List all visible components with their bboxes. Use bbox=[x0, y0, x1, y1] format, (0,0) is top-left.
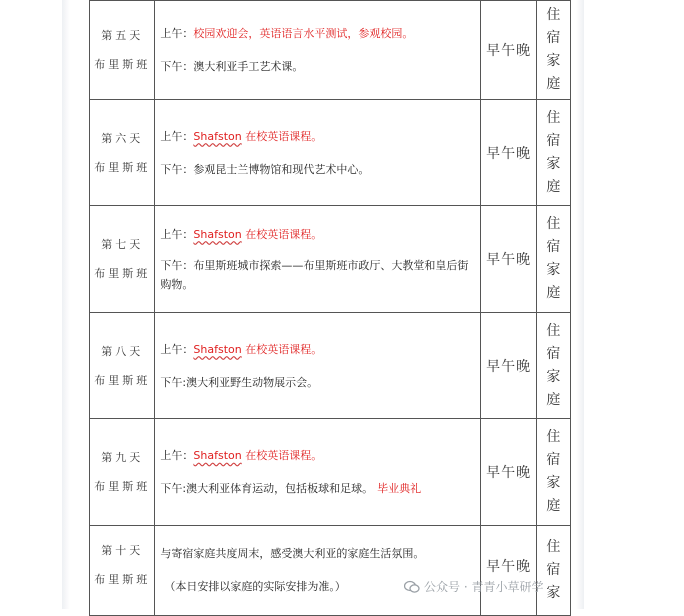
meals-cell: 早午晚 bbox=[481, 313, 536, 419]
watermark-text: 公众号 · 青青小草研学 bbox=[424, 580, 544, 594]
day-cell bbox=[90, 1, 155, 100]
weekend-note: （本日安排以家庭的实际安排为准。） bbox=[164, 580, 346, 593]
accommodation-cell: 住 宿 家 庭 bbox=[536, 313, 570, 419]
morning-line: 上午：Shafston 在校英语课程。 bbox=[160, 449, 323, 462]
table-row bbox=[90, 206, 571, 313]
wechat-icon bbox=[404, 580, 420, 594]
table-row bbox=[90, 100, 571, 206]
morning-line: 上午：校园欢迎会，英语语言水平测试，参观校园。 bbox=[160, 27, 414, 40]
afternoon-activity: 澳大利亚手工艺术课。 bbox=[193, 60, 304, 73]
afternoon-activity: 布里斯班城市探索——布里斯班市政厅、大教堂和皇后街购物。 bbox=[160, 258, 469, 291]
meals-cell: 早午晚 bbox=[481, 206, 536, 313]
table-row bbox=[90, 419, 571, 526]
afternoon-activity: 下午:澳大利亚野生动物展示会。 bbox=[160, 375, 319, 389]
school-name: Shafston bbox=[193, 342, 242, 356]
accommodation-cell: 住 宿 家 庭 bbox=[536, 1, 570, 100]
city-label: 布里斯班 bbox=[94, 480, 151, 493]
day-label: 第八天 bbox=[101, 344, 144, 358]
activity-cell bbox=[155, 100, 481, 206]
city-label: 布里斯班 bbox=[94, 373, 151, 387]
city-label: 布里斯班 bbox=[94, 267, 151, 280]
graduation-ceremony: 毕业典礼 bbox=[377, 482, 422, 495]
day-cell bbox=[90, 100, 155, 206]
activity-cell bbox=[155, 526, 481, 616]
morning-line: 上午：Shafston 在校英语课程。 bbox=[160, 342, 323, 356]
page-shadow-left bbox=[62, 0, 70, 609]
weekend-line: 与寄宿家庭共度周末，感受澳大利亚的家庭生活氛围。 bbox=[160, 547, 425, 560]
afternoon-line: 下午：布里斯班城市探索——布里斯班市政厅、大教堂和皇后街购物。 bbox=[160, 258, 469, 291]
day-label: 第九天 bbox=[101, 451, 144, 464]
morning-line: 上午：Shafston 在校英语课程。 bbox=[160, 129, 323, 143]
day-cell bbox=[90, 206, 155, 313]
school-name: Shafston bbox=[193, 227, 242, 241]
accommodation-cell: 住 宿 家 庭 bbox=[536, 100, 570, 206]
table-row bbox=[90, 1, 571, 100]
afternoon-activity: 参观昆士兰博物馆和现代艺术中心。 bbox=[193, 162, 370, 176]
meals-cell: 早午晚 bbox=[481, 419, 536, 526]
page-shadow-right bbox=[576, 0, 584, 609]
city-label: 布里斯班 bbox=[94, 573, 151, 586]
day-label: 第七天 bbox=[101, 238, 144, 251]
day-cell bbox=[90, 313, 155, 419]
day-cell bbox=[90, 419, 155, 526]
afternoon-line: 下午：参观昆士兰博物馆和现代艺术中心。 bbox=[160, 162, 370, 176]
activity-cell bbox=[155, 419, 481, 526]
day-cell bbox=[90, 526, 155, 616]
morning-activity: 在校英语课程。 bbox=[241, 227, 323, 241]
watermark bbox=[404, 578, 543, 595]
day-label: 第十天 bbox=[101, 544, 144, 557]
afternoon-line bbox=[160, 373, 475, 392]
table-row bbox=[90, 526, 571, 616]
meals-cell: 早午晚 bbox=[481, 526, 536, 616]
morning-activity: 在校英语课程。 bbox=[241, 129, 323, 143]
afternoon-activity: 下午:澳大利亚体育运动，包括板球和足球。 bbox=[160, 482, 374, 495]
itinerary-table bbox=[89, 0, 571, 616]
afternoon-line bbox=[160, 479, 475, 498]
accommodation-cell: 住 宿 家 庭 bbox=[536, 419, 570, 526]
activity-cell bbox=[155, 206, 481, 313]
school-name: Shafston bbox=[193, 129, 242, 143]
activity-cell bbox=[155, 313, 481, 419]
city-label: 布里斯班 bbox=[94, 160, 151, 174]
morning-activity: 校园欢迎会，英语语言水平测试，参观校园。 bbox=[193, 27, 414, 40]
day-label: 第六天 bbox=[101, 131, 144, 145]
afternoon-line: 下午：澳大利亚手工艺术课。 bbox=[160, 60, 304, 73]
meals-cell: 早午晚 bbox=[481, 1, 536, 100]
accommodation-cell: 住 宿 家 庭 bbox=[536, 206, 570, 313]
day-label: 第五天 bbox=[101, 29, 144, 42]
morning-activity: 在校英语课程。 bbox=[241, 342, 323, 356]
meals-cell: 早午晚 bbox=[481, 100, 536, 206]
morning-line: 上午：Shafston 在校英语课程。 bbox=[160, 227, 323, 241]
accommodation-cell: 住 宿 家 bbox=[536, 526, 570, 616]
table-row bbox=[90, 313, 571, 419]
activity-cell bbox=[155, 1, 481, 100]
school-name: Shafston bbox=[193, 449, 242, 462]
morning-activity: 在校英语课程。 bbox=[241, 449, 323, 462]
city-label: 布里斯班 bbox=[94, 58, 151, 71]
